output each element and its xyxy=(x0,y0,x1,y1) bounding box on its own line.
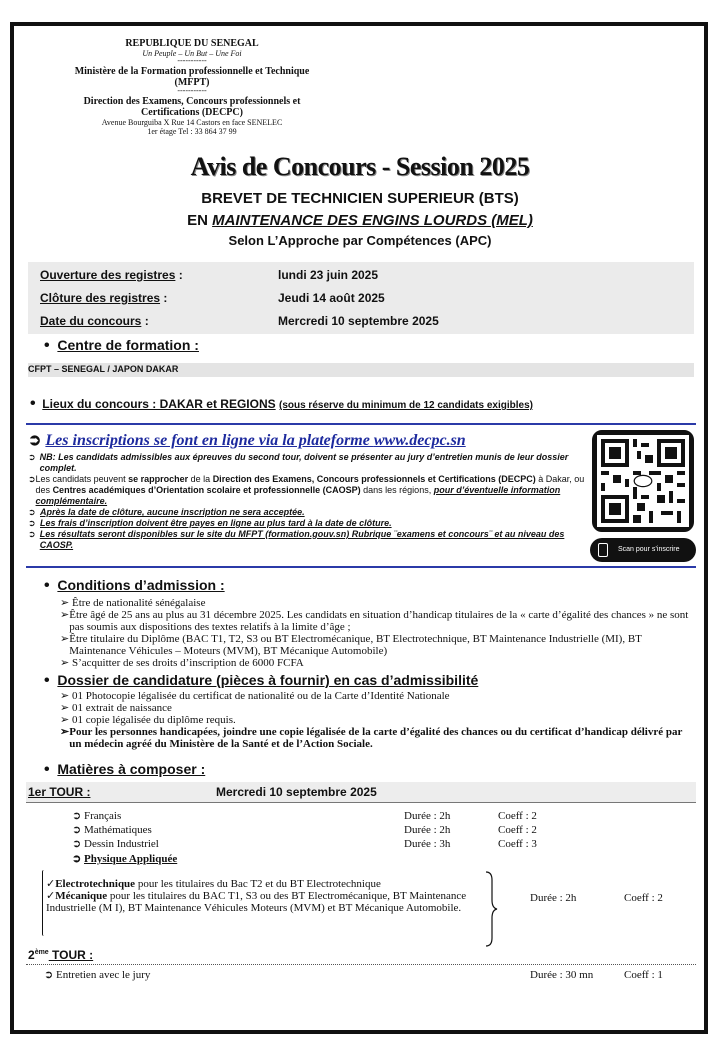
register-label-opening: Ouverture des registres : xyxy=(40,268,183,282)
matieres-heading: • Matières à composer : xyxy=(44,761,206,778)
bts-title: BREVET DE TECHNICIEN SUPERIEUR (BTS) xyxy=(201,190,519,207)
check-icon: ✓ xyxy=(46,878,56,890)
address-text: Avenue Bourguiba X Rue 14 Castors en face SENELEC xyxy=(101,118,283,127)
blue-divider xyxy=(26,423,696,425)
list-item: ➢ 01 extrait de naissance xyxy=(60,702,172,714)
subject-francais: ➲ Français xyxy=(72,810,122,822)
specialty-prefix: EN xyxy=(187,212,213,229)
options-left-bracket xyxy=(42,870,44,936)
bullet-icon: • xyxy=(44,577,50,594)
note-results: ➲ Les résultats seront disponibles sur le site du MFPT (formation.gouv.sn) Rubrique ¨examens et concours¨ et au niveau des CAOSP. xyxy=(28,529,565,550)
inscriptions-notes xyxy=(28,452,588,551)
arrow-icon: ➲ xyxy=(28,507,36,517)
chevron-right-icon: ➢ xyxy=(60,657,70,669)
republic-title: REPUBLIQUE DU SENEGAL xyxy=(125,38,259,49)
list-item: ➢ Être titulaire du Diplôme (BAC T1, T2, S3 ou BT Electromécanique, BT Electrotechnique, BT Maintenance Industrielle (MI), BT Maintenance Véhicules – Moteurs (MVM), BT Mécanique Automobile) xyxy=(60,633,642,657)
blue-divider xyxy=(26,566,696,568)
qr-code[interactable] xyxy=(592,430,694,532)
arrow-icon: ➲ xyxy=(72,810,82,822)
ministry-name: Ministère de la Formation professionnelle et Technique (MFPT) xyxy=(74,66,310,88)
physique-options xyxy=(46,878,484,914)
option-electrotechnique: ✓Electrotechnique pour les titulaires du Bac T2 et du BT Electrotechnique xyxy=(46,878,381,890)
scan-badge[interactable] xyxy=(590,538,696,562)
subject-maths-duree: Durée : 2h xyxy=(404,824,451,836)
chevron-right-icon: ➢ xyxy=(60,690,70,702)
header-divider: ----------- xyxy=(177,56,207,65)
register-label-exam-date: Date du concours : xyxy=(40,314,149,328)
phone-text: 1er étage Tel : 33 864 37 99 xyxy=(147,127,237,136)
national-motto: Un Peuple – Un But – Une Foi xyxy=(142,49,242,58)
specialty-name: MAINTENANCE DES ENGINS LOURDS (MEL) xyxy=(212,212,533,229)
arrow-icon: ➲ xyxy=(28,529,36,539)
phone-icon xyxy=(598,543,608,557)
option-mecanique: ✓Mécanique pour les titulaires du BAC T1, S3 ou des BT Electromécanique, BT Maintenance Industrielle (M I), BT Maintenance Véhicules Moteurs (MVM) et BT Mécanique Automobile. xyxy=(46,890,467,914)
chevron-right-icon: ➢ xyxy=(60,702,70,714)
register-value-opening: lundi 23 juin 2025 xyxy=(278,268,379,282)
dossier-heading: • Dossier de candidature (pièces à fournir) en cas d’admissibilité xyxy=(44,672,479,689)
tour2-label: 2ème TOUR : xyxy=(28,948,94,962)
entretien-coeff: Coeff : 1 xyxy=(624,969,663,981)
check-icon: ✓ xyxy=(46,890,56,902)
subject-entretien: ➲ Entretien avec le jury xyxy=(44,969,151,981)
header-divider: ----------- xyxy=(177,86,207,95)
lieux-heading: • Lieux du concours : DAKAR et REGIONS (sous réserve du minimum de 12 candidats exigibles) xyxy=(30,395,533,412)
arrow-icon: ➲ xyxy=(72,824,82,836)
inscriptions-headline: ➲ Les inscriptions se font en ligne via la plateforme www.decpc.sn xyxy=(28,432,466,449)
list-item: ➢ Pour les personnes handicapées, joindre une copie légalisée de la carte d’égalité des chances ou du certificat d’handicap délivré par un médecin agréé du Ministère de la Santé et de l’Action Sociale. xyxy=(60,726,683,750)
scan-label: Scan pour s’inscrire xyxy=(618,546,680,553)
list-item: ➢ Être âgé de 25 ans au plus au 31 décembre 2025. Les candidats en situation d’handicap titulaires de la « carte d’égalité des chances » ne sont pas soumis aux dispositions des textes relatifs à la limite d’âge ; xyxy=(60,609,689,633)
arrow-icon: ➲ xyxy=(28,474,36,484)
subject-francais-duree: Durée : 2h xyxy=(404,810,451,822)
list-item: ➢ 01 Photocopie légalisée du certificat de nationalité ou de la Carte d’Identité Nationale xyxy=(60,690,450,702)
subject-dessin: ➲ Dessin Industriel xyxy=(72,838,159,850)
arrow-icon: ➲ xyxy=(28,518,36,528)
note-nb: ➲ NB: Les candidats admissibles aux épreuves du second tour, doivent se présenter au jury d’entretien munis de leur dossier complet. xyxy=(28,452,569,473)
options-right-brace xyxy=(484,870,498,948)
tour2-bar xyxy=(26,948,696,965)
physique-duree: Durée : 2h xyxy=(530,892,577,904)
arrow-icon: ➲ xyxy=(44,969,54,981)
arrow-icon: ➲ xyxy=(28,432,42,449)
qr-code-icon xyxy=(597,435,689,527)
chevron-right-icon: ➢ xyxy=(60,726,70,738)
specialty-title xyxy=(0,212,720,229)
entretien-duree: Durée : 30 mn xyxy=(530,969,594,981)
decpc-link[interactable]: www.decpc.sn xyxy=(373,432,466,449)
arrow-icon: ➲ xyxy=(72,838,82,850)
chevron-right-icon: ➢ xyxy=(60,633,70,645)
subject-physique: ➲ Physique Appliquée xyxy=(72,853,178,865)
list-item: ➢ Être de nationalité sénégalaise xyxy=(60,597,206,609)
chevron-right-icon: ➢ xyxy=(60,609,70,621)
note-after-close: ➲ Après la date de clôture, aucune inscription ne sera acceptée. xyxy=(28,507,305,517)
tour1-label: 1er TOUR : xyxy=(28,785,91,799)
bullet-icon: • xyxy=(44,761,50,778)
centre-value: CFPT – SENEGAL / JAPON DAKAR xyxy=(28,364,179,374)
conditions-list xyxy=(60,597,694,669)
bullet-icon: • xyxy=(44,337,50,354)
subject-maths: ➲ Mathématiques xyxy=(72,824,152,836)
centre-heading: • Centre de formation : xyxy=(44,337,199,354)
subject-dessin-duree: Durée : 3h xyxy=(404,838,451,850)
register-value-closing: Jeudi 14 août 2025 xyxy=(278,291,385,305)
arrow-icon: ➲ xyxy=(72,853,82,865)
chevron-right-icon: ➢ xyxy=(60,714,70,726)
arrow-icon: ➲ xyxy=(28,452,36,462)
dossier-list xyxy=(60,690,694,750)
physique-coeff: Coeff : 2 xyxy=(624,892,663,904)
conditions-heading: • Conditions d’admission : xyxy=(44,577,225,594)
list-item: ➢ S’acquitter de ses droits d’inscription de 6000 FCFA xyxy=(60,657,304,669)
note-approach: ➲ Les candidats peuvent se rapprocher de la Direction des Examens, Concours professionnels et Certifications (DECPC) à Dakar, ou des Centres académiques d’Orientation scolaire et professionnelle (CAOSP) dans les régions, pour d’éventuelle information complémentaire. xyxy=(28,474,585,506)
subject-maths-coeff: Coeff : 2 xyxy=(498,824,537,836)
bullet-icon: • xyxy=(44,672,50,689)
subject-francais-coeff: Coeff : 2 xyxy=(498,810,537,822)
chevron-right-icon: ➢ xyxy=(60,597,70,609)
list-item: ➢ 01 copie légalisée du diplôme requis. xyxy=(60,714,236,726)
subject-dessin-coeff: Coeff : 3 xyxy=(498,838,537,850)
register-value-exam-date: Mercredi 10 septembre 2025 xyxy=(278,314,439,328)
note-fees: ➲ Les frais d’inscription doivent être payes en ligne au plus tard à la date de clôture. xyxy=(28,518,392,528)
apc-subtitle: Selon L’Approche par Compétences (APC) xyxy=(228,233,492,248)
bullet-icon: • xyxy=(30,395,36,412)
direction-name: Direction des Examens, Concours professionnels et Certifications (DECPC) xyxy=(83,96,301,118)
register-label-closing: Clôture des registres : xyxy=(40,291,168,305)
header-block xyxy=(72,38,312,136)
tour1-date: Mercredi 10 septembre 2025 xyxy=(216,785,377,799)
avis-title: Avis de Concours - Session 2025 xyxy=(190,152,530,181)
